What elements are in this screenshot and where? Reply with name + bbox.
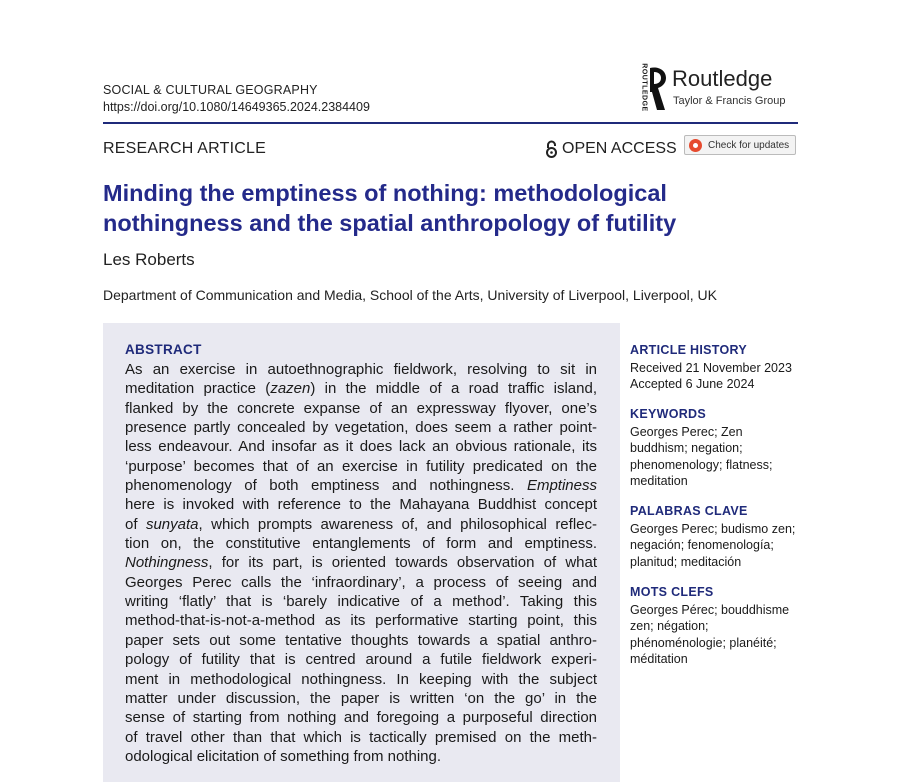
abstract-heading: ABSTRACT	[125, 342, 202, 357]
accepted-date: Accepted 6 June 2024	[630, 377, 755, 391]
article-type: RESEARCH ARTICLE	[103, 140, 266, 157]
abstract-line: paper sets out some tentative thoughts towards a spatial anthro-	[125, 631, 597, 649]
journal-name: SOCIAL & CULTURAL GEOGRAPHY	[103, 83, 318, 97]
abstract-line: odological elicitation of something from nothing.	[125, 747, 442, 765]
abstract-text	[125, 360, 597, 766]
author-affiliation: Department of Communication and Media, School of the Arts, University of Liverpool, Liverpool, UK	[103, 287, 717, 303]
keywords-line: phenomenology; flatness;	[630, 457, 773, 472]
abstract-line: Nothingness, for its part, is oriented towards observation of what	[125, 554, 597, 572]
update-icon	[689, 139, 702, 152]
open-access-label: OPEN ACCESS	[562, 140, 677, 157]
header-rule	[103, 122, 798, 124]
abstract-line: of sunyata, which prompts awareness of, and philosophical reflec-	[125, 515, 597, 533]
abstract-line: less endeavour. And insofar as it does lack an obvious rationale, its	[125, 438, 597, 456]
palabras-line: Georges Perec; budismo zen;	[630, 521, 796, 536]
mots-line: Georges Pérec; bouddhisme	[630, 602, 790, 617]
keywords-line: buddhism; negation;	[630, 441, 743, 455]
abstract-line: method-that-is-not-a-method as its performative starting point, this	[125, 612, 597, 630]
history-heading: ARTICLE HISTORY	[630, 343, 748, 357]
mots-line: méditation	[630, 652, 688, 666]
abstract-line: presence partly concealed by vegetation, does seem a rather point-	[125, 419, 597, 437]
abstract-line: flanked by the concrete expanse of an expressway flyover, one’s	[125, 399, 597, 417]
check-for-updates-button[interactable]	[684, 135, 796, 155]
publisher-group: Taylor & Francis Group	[673, 95, 786, 107]
logo-vertical-mark: ROUTLEDGE	[640, 63, 648, 112]
open-lock-icon	[545, 140, 558, 158]
abstract-line: matter under discussion, the paper is written ‘on the go’ in the	[125, 689, 597, 707]
keywords-line: meditation	[630, 474, 688, 488]
abstract-line: ment in methodological nothingness. In keeping with the subject	[125, 670, 597, 688]
palabras-line: planitud; meditación	[630, 554, 742, 569]
received-date: Received 21 November 2023	[630, 360, 792, 375]
article-history	[630, 342, 820, 393]
abstract-line: sense of starting from nothing and foregoing a purposeful direction	[125, 709, 597, 727]
abstract-line: tion on, the constitutive entanglements of form and emptiness.	[125, 535, 597, 553]
keywords-line: Georges Perec; Zen	[630, 424, 743, 439]
author-name: Les Roberts	[103, 250, 195, 269]
abstract-line: of travel other than that which is tactically premised on the meth-	[125, 728, 597, 746]
routledge-logo	[634, 63, 804, 114]
mots-line: phénoménologie; planéité;	[630, 635, 777, 650]
abstract-line: phenomenology of both emptiness and nothingness. Emptiness	[125, 477, 597, 495]
abstract-line: ‘purpose’ becomes that of an exercise in futility predicated on the	[125, 457, 597, 475]
routledge-head-icon	[646, 66, 668, 112]
doi-link[interactable]: https://doi.org/10.1080/14649365.2024.2384409	[103, 100, 370, 114]
mots-heading: MOTS CLEFS	[630, 585, 714, 599]
mots-line: zen; négation;	[630, 619, 709, 633]
palabras-section	[630, 503, 820, 570]
abstract-line: pology of futility that is centred around a futile fieldwork experi-	[125, 651, 597, 669]
palabras-line: negación; fenomenología;	[630, 538, 774, 552]
abstract-line: here is invoked with reference to the Mahayana Buddhist concept	[125, 496, 597, 514]
article-title: Minding the emptiness of nothing: methodological nothingness and the spatial anthropology of futility	[103, 180, 677, 236]
open-access-badge	[545, 140, 677, 158]
keywords-section	[630, 406, 820, 490]
publisher-name: Routledge	[672, 66, 773, 91]
abstract-line: writing ‘flatly’ that is ‘barely indicative of a method’. Taking this	[125, 593, 597, 611]
palabras-heading: PALABRAS CLAVE	[630, 504, 748, 518]
mots-section	[630, 584, 820, 668]
abstract-line: Georges Perec calls the ‘infraordinary’, a process of seeing and	[125, 573, 597, 591]
check-updates-label: Check for updates	[708, 139, 790, 151]
abstract-line: meditation practice (zazen) in the middle of a road traffic island,	[125, 380, 598, 398]
abstract-line: As an exercise in autoethnographic fieldwork, resolving to sit in	[125, 361, 597, 378]
keywords-heading: KEYWORDS	[630, 407, 707, 421]
